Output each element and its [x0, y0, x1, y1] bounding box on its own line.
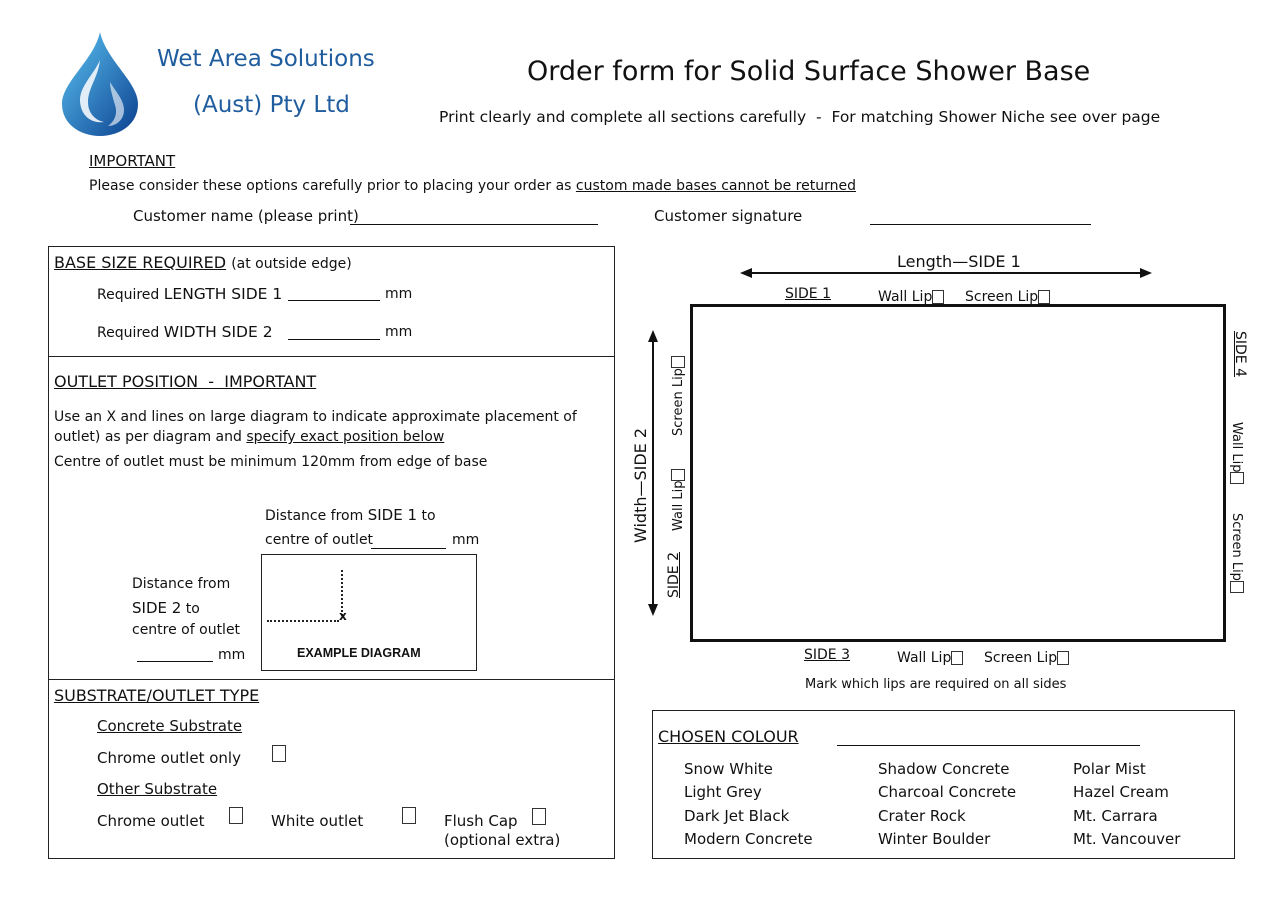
chrome-outlet-checkbox[interactable]: [229, 807, 243, 824]
divider-2: [48, 679, 615, 680]
width-row: [97, 322, 273, 341]
outlet-heading: OUTLET POSITION - IMPORTANT: [54, 372, 317, 391]
shower-base-diagram[interactable]: [690, 304, 1226, 642]
side1-dist-c: to: [417, 508, 436, 524]
side3-screen-lip-checkbox[interactable]: [1057, 651, 1069, 665]
side1-distance-label-2: centre of outlet: [265, 532, 374, 548]
side2-wall-lip-checkbox[interactable]: [671, 469, 685, 481]
important-heading: IMPORTANT: [89, 152, 176, 170]
side4-wall-lip-label: Wall Lip: [1229, 422, 1244, 473]
side2-distance-unit: mm: [218, 647, 246, 663]
outlet-instruction-1: Use an X and lines on large diagram to indicate approximate placement of: [54, 409, 577, 425]
side3-wall-lip-checkbox[interactable]: [951, 651, 963, 665]
colour-heading: CHOSEN COLOUR: [658, 727, 799, 746]
side1-screen-lip-checkbox[interactable]: [1038, 290, 1050, 304]
company-name-line2: (Aust) Pty Ltd: [193, 92, 350, 118]
chrome-outlet-label: Chrome outlet: [97, 812, 205, 830]
side1-dist-b: SIDE 1: [367, 506, 417, 524]
chrome-outlet-only-label: Chrome outlet only: [97, 749, 241, 767]
side4-screen-lip-label: Screen Lip: [1229, 513, 1244, 581]
concrete-substrate-label: Concrete Substrate: [97, 717, 243, 735]
substrate-heading: SUBSTRATE/OUTLET TYPE: [54, 686, 260, 705]
flush-cap-note: (optional extra): [444, 831, 561, 849]
side4-screen-lip-checkbox[interactable]: [1231, 581, 1245, 593]
customer-name-label: Customer name (please print): [133, 207, 359, 225]
side3-wall-lip: [897, 647, 963, 666]
width-unit: mm: [385, 324, 413, 340]
outlet-instruction-2: [54, 429, 444, 445]
side2-distance-label-3: centre of outlet: [132, 622, 241, 638]
side4-screen-lip: [1229, 513, 1248, 593]
side1-distance-label: [265, 505, 436, 524]
white-outlet-checkbox[interactable]: [402, 807, 416, 824]
colour-option: Modern Concrete: [684, 830, 813, 848]
length-row: [97, 284, 282, 303]
side2-dist-b: SIDE 2: [132, 599, 182, 617]
colour-option: Shadow Concrete: [878, 760, 1010, 778]
divider-1: [48, 356, 615, 357]
width-prefix: Required: [97, 325, 164, 341]
colour-option: Polar Mist: [1073, 760, 1146, 778]
side1-screen-lip: [965, 286, 1050, 305]
customer-name-field[interactable]: [350, 224, 598, 225]
white-outlet-label: White outlet: [271, 812, 364, 830]
side1-wall-lip-checkbox[interactable]: [932, 290, 944, 304]
outlet-instruction-2a: outlet) as per diagram and: [54, 429, 247, 445]
customer-signature-field[interactable]: [870, 224, 1091, 225]
page-title: Order form for Solid Surface Shower Base: [527, 56, 1091, 87]
base-size-heading: [54, 253, 352, 272]
side2-screen-lip: [667, 356, 686, 436]
colour-option: Winter Boulder: [878, 830, 991, 848]
chrome-outlet-only-checkbox[interactable]: [272, 745, 286, 762]
width-label: WIDTH SIDE 2: [163, 323, 273, 341]
side3-screen-lip: [984, 647, 1069, 666]
side4-wall-lip-checkbox[interactable]: [1231, 472, 1245, 484]
page-subtitle: Print clearly and complete all sections carefully - For matching Shower Niche see over page: [439, 108, 1161, 126]
side1-wall-lip-label: Wall Lip: [878, 289, 933, 305]
side2-screen-lip-label: Screen Lip: [671, 368, 686, 436]
base-size-title: BASE SIZE REQUIRED: [54, 253, 227, 272]
length-side1-label: Length—SIDE 1: [897, 252, 1021, 271]
other-substrate-label: Other Substrate: [97, 780, 218, 798]
flush-cap-checkbox[interactable]: [532, 808, 546, 825]
customer-signature-label: Customer signature: [654, 207, 803, 225]
colour-option: Mt. Vancouver: [1073, 830, 1181, 848]
colour-option: Hazel Cream: [1073, 783, 1169, 801]
flush-cap-label: Flush Cap: [444, 812, 518, 830]
side4-wall-lip: [1229, 422, 1248, 484]
colour-option: Mt. Carrara: [1073, 807, 1158, 825]
company-name-line1: Wet Area Solutions: [157, 46, 375, 72]
colour-option: Snow White: [684, 760, 773, 778]
side2-distance-field[interactable]: [137, 661, 213, 662]
length-prefix: Required: [97, 287, 164, 303]
colour-option: Light Grey: [684, 783, 762, 801]
colour-option: Charcoal Concrete: [878, 783, 1017, 801]
colour-field[interactable]: [837, 745, 1140, 746]
side3-label: SIDE 3: [804, 647, 850, 663]
length-label: LENGTH SIDE 1: [163, 285, 283, 303]
drop-logo-icon: [58, 30, 142, 138]
example-diagram-label: EXAMPLE DIAGRAM: [297, 646, 421, 660]
example-horizontal-dots: [267, 620, 339, 622]
side2-label: SIDE 2: [666, 552, 682, 598]
side3-wall-lip-label: Wall Lip: [897, 650, 952, 666]
length-field[interactable]: [288, 300, 380, 301]
side1-distance-field[interactable]: [371, 548, 446, 549]
side2-screen-lip-checkbox[interactable]: [671, 356, 685, 368]
side1-distance-unit: mm: [452, 532, 480, 548]
side3-screen-lip-label: Screen Lip: [984, 650, 1058, 666]
important-text: [89, 178, 856, 194]
side1-dist-a: Distance from: [265, 508, 368, 524]
colour-option: Dark Jet Black: [684, 807, 790, 825]
outlet-instruction-2b: specify exact position below: [246, 429, 445, 445]
side1-label: SIDE 1: [785, 286, 831, 302]
length-unit: mm: [385, 286, 413, 302]
side1-screen-lip-label: Screen Lip: [965, 289, 1039, 305]
side2-wall-lip-label: Wall Lip: [671, 480, 686, 531]
width-field[interactable]: [288, 339, 380, 340]
example-x-mark: x: [339, 609, 347, 623]
lips-note: Mark which lips are required on all sides: [805, 677, 1067, 692]
side2-wall-lip: [667, 469, 686, 531]
side4-label: SIDE 4: [1232, 331, 1248, 377]
width-side2-label: Width—SIDE 2: [631, 427, 650, 543]
outlet-instruction-3: Centre of outlet must be minimum 120mm from edge of base: [54, 454, 488, 470]
side2-dist-c: to: [181, 601, 200, 617]
side2-distance-label-1: Distance from: [132, 576, 231, 592]
colour-option: Crater Rock: [878, 807, 966, 825]
important-text-link: custom made bases cannot be returned: [575, 178, 856, 194]
side1-wall-lip: [878, 286, 944, 305]
base-size-note: (at outside edge): [231, 256, 352, 272]
side2-distance-label-2: [132, 598, 200, 617]
important-text-main: Please consider these options carefully prior to placing your order as: [89, 178, 576, 194]
